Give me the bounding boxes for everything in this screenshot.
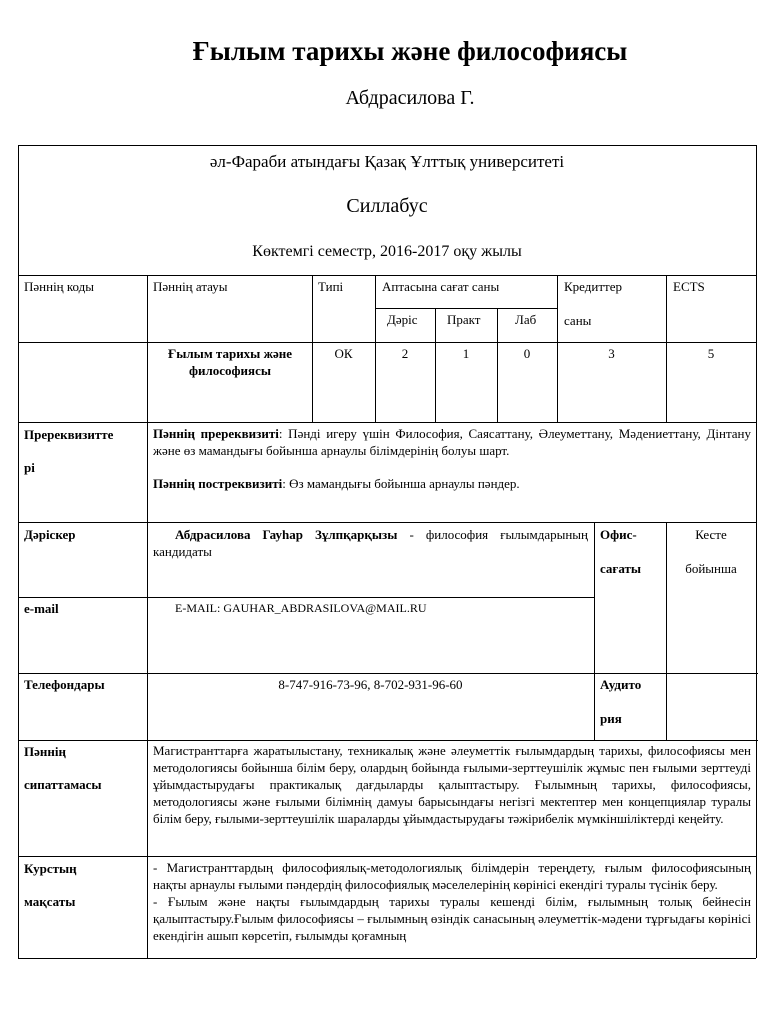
lecturer-info — [153, 526, 588, 560]
email-label: e-mail — [24, 601, 59, 616]
credits-value: 3 — [608, 346, 615, 361]
description-text: Магистранттарға жаратылыстану, техникалық және әлеуметтік ғылымдардың тарихы, философиясы мен методологиясы бойынша білім беру, олардың бойында ғылыми-зерттеушілік жұмыс пен ғылыми зерттеуді ұйымдастырудағы практикалық дағдыларды қалыптастыру. Ғылымның тарихы, философиясы, методологиясы және ғылыми білімнің дамуы барысындағы негізгі мектептер мен концепциялар туралы білім беру, ғылыми-зерттеушілік шараларды ұйымдастырудағы тәжірибелік мүмкіншіліктерді кеңейту. — [153, 743, 751, 826]
office-hours-value-line2: бойынша — [685, 561, 737, 576]
header-weekly-hours: Аптасына сағат саны — [382, 279, 500, 294]
page-title: Ғылым тарихы және философиясы — [192, 36, 628, 66]
row-divider — [18, 275, 756, 276]
author-name: Абдрасилова Г. — [345, 87, 475, 109]
prerequisites-label-line2: рі — [24, 460, 35, 475]
lecturer-label: Дәріскер — [24, 527, 76, 542]
office-hours-label-line2: сағаты — [600, 561, 642, 576]
goals-label: Курстың — [24, 861, 77, 876]
office-hours-value: Кесте — [695, 527, 727, 542]
course-type-value: ОК — [334, 346, 353, 361]
header-lab: Лаб — [515, 312, 537, 327]
postrequisite-text — [153, 475, 751, 492]
row-divider — [18, 673, 758, 674]
row-divider — [18, 597, 594, 598]
header-course-code: Пәннің коды — [24, 279, 95, 294]
row-divider — [18, 856, 756, 857]
document-type: Силлабус — [346, 195, 428, 217]
phones-label: Телефондары — [24, 677, 105, 692]
header-lecture: Дәріс — [387, 312, 418, 327]
table-border-top — [18, 145, 756, 146]
office-hours-label: Офис- — [600, 527, 637, 542]
header-course-name: Пәннің атауы — [153, 279, 228, 294]
col-divider — [497, 308, 498, 422]
table-border-bottom — [18, 958, 756, 959]
row-divider — [18, 522, 756, 523]
goals-label-line2: мақсаты — [24, 894, 76, 909]
header-ects: ECTS — [673, 279, 705, 294]
email-value[interactable]: E-MAIL: GAUHAR_ABDRASILOVA@MAIL.RU — [175, 601, 427, 615]
prerequisites-label: Пререквизитте — [24, 427, 114, 442]
col-divider — [594, 522, 595, 740]
lecturer-name: Абдрасилова Гауһар Зұлпқарқызы — [175, 527, 398, 542]
header-credits: Кредиттер — [564, 279, 622, 294]
header-credits-line2: саны — [564, 313, 592, 328]
row-divider — [375, 308, 557, 309]
col-divider — [435, 308, 436, 422]
university-name: әл-Фараби атындағы Қазақ Ұлттық университеті — [209, 152, 565, 171]
ects-value: 5 — [707, 346, 715, 361]
lecture-hours-value: 2 — [401, 346, 409, 361]
lecturer-degree: - философия ғылымдарының кандидаты — [153, 527, 588, 559]
col-divider — [147, 275, 148, 422]
prerequisite-value: : Пәнді игеру үшін Философия, Саясаттану, Әлеуметтану, Мәдениеттану, Дінтану және өз мамандығы бойынша арнаулы білімдерінің болуы шарт. — [153, 426, 752, 458]
semester-info: Көктемгі семестр, 2016-2017 оқу жылы — [252, 243, 522, 260]
prerequisite-text — [153, 425, 751, 459]
col-divider — [666, 522, 667, 740]
table-border-left — [18, 145, 19, 958]
postrequisite-label: Пәннің постреквизиті — [153, 476, 283, 491]
description-label: Пәннің — [24, 744, 66, 759]
header-practice: Практ — [447, 312, 481, 327]
row-divider — [18, 342, 756, 343]
room-label: Аудито — [600, 677, 642, 692]
practice-hours-value: 1 — [462, 346, 470, 361]
table-border-right — [756, 145, 757, 958]
row-divider — [18, 422, 756, 423]
postrequisite-value: : Өз мамандығы бойынша арнаулы пәндер. — [282, 476, 520, 491]
lab-hours-value: 0 — [523, 346, 531, 361]
prerequisite-label: Пәннің пререквизиті — [153, 426, 279, 441]
goal-item: - Ғылым және нақты ғылымдардың тарихы туралы кешенді білім, ғылымның толық бейнесін қалыптастыру.Ғылым философиясы – ғылымның өзіндік санасының әлеуметтік-мәдени тұрғыдағы көрінісі екендігін ашып көрсетіп, ғылымды қоғамның — [153, 894, 751, 943]
goal-item: - Магистранттардың философиялық-методологиялық білімдерін тереңдету, ғылым философиясының нақты арнаулы ғылыми пәндердің философиялық мәселелерінің көрінісі екендігі туралы түсінік беру. — [153, 860, 751, 892]
row-divider — [18, 740, 758, 741]
description-label-line2: сипаттамасы — [24, 777, 102, 792]
header-course-type: Типі — [318, 279, 344, 294]
phones-value: 8-747-916-73-96, 8-702-931-96-60 — [278, 677, 463, 692]
course-name-value: Ғылым тарихы және философиясы — [167, 346, 293, 378]
goals-content — [153, 859, 751, 957]
room-label-line2: рия — [600, 711, 622, 726]
